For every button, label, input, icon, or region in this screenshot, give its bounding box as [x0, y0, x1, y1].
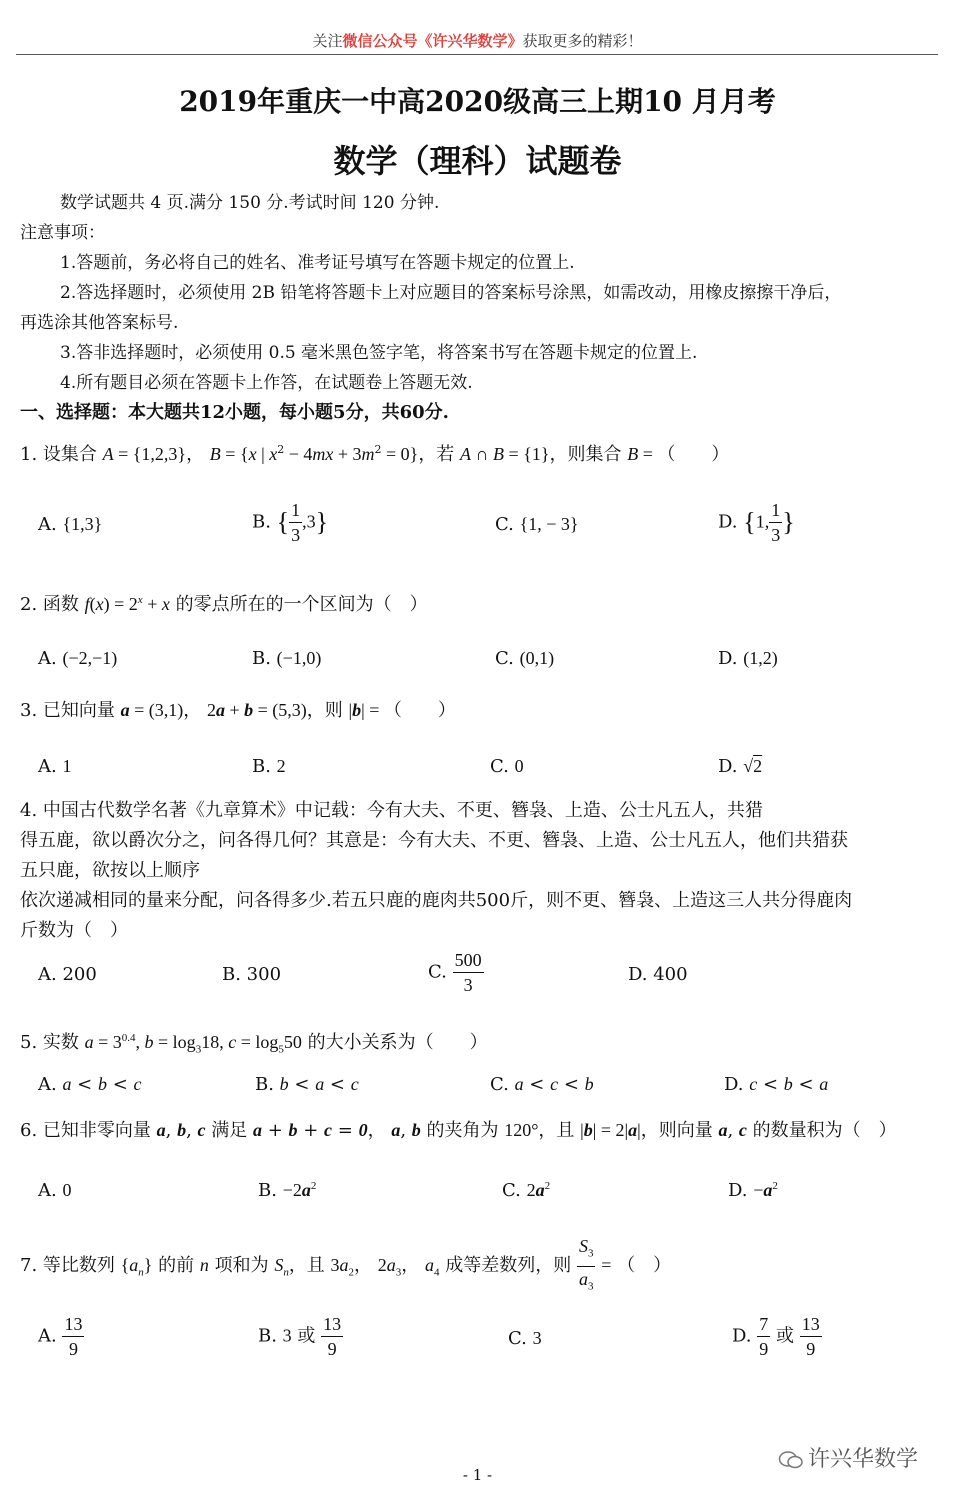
question-7: 7. 等比数列 $\{a_n\}$ 的前 n 项和为 $S_n$，且 $3a_2$， $2a_3$， $a_4$ 成等差数列，则 $\frac{S_3}{a_3}$ = （ ） [20, 1236, 672, 1293]
q7-option-b: B. 3 或 $\frac{13}{9}$ [258, 1314, 342, 1359]
q4-option-d: D. 400 [628, 964, 688, 985]
question-4-line-3: 五只鹿，欲按以上顺序 [20, 860, 200, 881]
section-heading: 一、选择题：本大题共12小题，每小题5分，共60分. [20, 402, 449, 423]
q3-option-c: C. 0 [490, 756, 524, 777]
notice-1: 1.答题前，务必将自己的姓名、准考证号填写在答题卡规定的位置上. [60, 253, 575, 273]
q2-option-c: C. (0,1) [495, 648, 555, 669]
notice-heading: 注意事项： [20, 223, 105, 243]
header-highlight: 微信公众号《许兴华数学》 [342, 32, 523, 50]
q1-option-a: A. {1,3} [38, 514, 103, 535]
q4-option-b: B. 300 [222, 964, 282, 985]
notice-3: 3.答非选择题时，必须使用 0.5 毫米黑色签字笔，将答案书写在答题卡规定的位置上. [60, 343, 698, 363]
q5-option-b: B. b < a < c [255, 1074, 359, 1095]
q6-option-d: D. $-a^2$ [728, 1180, 778, 1201]
q5-option-a: A. a < b < c [38, 1074, 142, 1095]
q2-option-a: A. (−2,−1) [38, 648, 118, 669]
header-prefix: 关注 [312, 32, 343, 50]
q6-option-b: B. $-2a^2$ [258, 1180, 317, 1201]
question-6: 6. 已知非零向量 a, b, c 满足 a + b + c = 0， a, b 的夹角为 120°，且 |b| = 2|a|，则向量 a, c 的数量积为（ ） [20, 1120, 897, 1141]
q4-option-a: A. 200 [38, 964, 97, 985]
intro-text: 数学试题共 4 页.满分 150 分.考试时间 120 分钟. [60, 193, 440, 213]
q1-option-b: B. { $\frac{1}{3}$ ,3} [252, 500, 329, 545]
q2-option-d: D. (1,2) [718, 648, 778, 669]
header-banner [0, 30, 955, 51]
q7-option-c: C. 3 [508, 1328, 542, 1349]
q7-option-a: A. $\frac{13}{9}$ [38, 1314, 83, 1359]
q1-option-c: C. {1, − 3} [495, 514, 579, 535]
notice-2-cont: 再选涂其他答案标号. [20, 313, 179, 333]
q4-option-c: C. $\frac{500}{3}$ [428, 950, 482, 995]
q6-option-a: A. 0 [38, 1180, 72, 1201]
question-4-line-1: 4. 中国古代数学名著《九章算术》中记载：今有大夫、不更、簪袅、上造、公士凡五人，共猎 [20, 800, 763, 821]
question-3: 3. 已知向量 a = (3,1)， 2a + b = (5,3)，则 |b| = （ ） [20, 700, 456, 721]
q7-option-d: D. $\frac{7}{9}$ 或 $\frac{13}{9}$ [732, 1314, 820, 1359]
question-4-line-2: 得五鹿，欲以爵次分之，问各得几何？其意是：今有大夫、不更、簪袅、上造、公士凡五人，他们共猎获 [20, 830, 848, 851]
q3-option-d: D. √2 [718, 756, 763, 777]
q1-option-d: D. {1, $\frac{1}{3}$ } [718, 500, 795, 545]
header-divider [16, 54, 938, 55]
notice-4: 4.所有题目必须在答题卡上作答，在试题卷上答题无效. [60, 373, 473, 393]
watermark-text: 许兴华数学 [808, 1446, 919, 1471]
q3-option-a: A. 1 [38, 756, 72, 777]
question-2: 2. 函数 $f(x) = 2^x + x$ 的零点所在的一个区间为（ ） [20, 594, 428, 615]
q5-option-d: D. c < b < a [724, 1074, 829, 1095]
question-5: 5. 实数 $a = 3^{0.4}$, $b = \log_318$, $c = \log_550$ 的大小关系为（ ） [20, 1032, 488, 1056]
question-1: 1. 设集合 A = {1,2,3}， B = {x | $x^2 - 4mx + 3m^2 = 0$}，若 A ∩ B = {1}，则集合 B = （ ） [20, 443, 730, 465]
exam-subtitle: 数学（理科）试题卷 [333, 142, 622, 180]
exam-title: 2019年重庆一中高2020级高三上期10 月月考 [179, 85, 776, 118]
header-suffix: 获取更多的精彩！ [522, 32, 643, 50]
q5-option-c: C. a < c < b [490, 1074, 594, 1095]
question-4-line-4: 依次递减相同的量来分配，问各得多少.若五只鹿的鹿肉共500斤，则不更、簪袅、上造这三人共分得鹿肉 [20, 890, 853, 911]
question-4-line-5: 斤数为（ ） [20, 920, 128, 941]
notice-2: 2.答选择题时，必须使用 2B 铅笔将答题卡上对应题目的答案标号涂黑，如需改动，用橡皮擦擦干净后， [60, 283, 842, 303]
q2-option-b: B. (−1,0) [252, 648, 322, 669]
q3-option-b: B. 2 [252, 756, 286, 777]
q4-option-c-label: C. [428, 961, 447, 983]
page-number: - 1 - [462, 1466, 493, 1484]
q6-option-c: C. $2a^2$ [502, 1180, 551, 1201]
